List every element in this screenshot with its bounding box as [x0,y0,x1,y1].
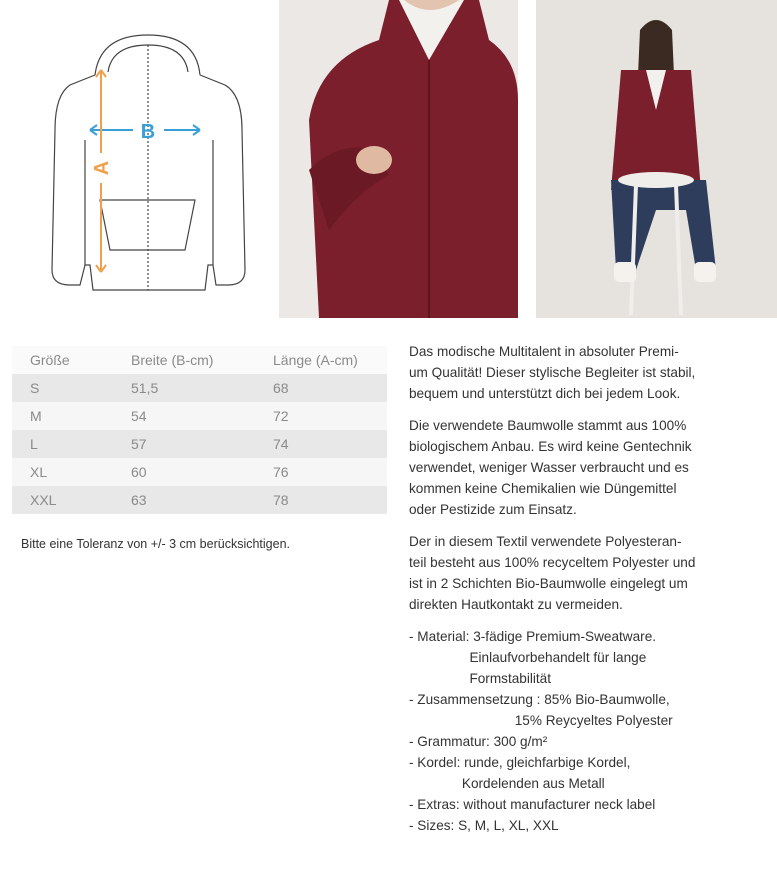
text-line: um Qualität! Dieser stylische Begleiter ist stabil, [409,365,696,380]
spec-item: - Material: 3-fädige Premium-Sweatware. [409,629,657,644]
spec-item: - Zusammensetzung : 85% Bio-Baumwolle, [409,692,670,707]
header-length: Länge (A-cm) [255,346,387,374]
cell-width: 51,5 [113,374,255,402]
cell-length: 74 [255,430,387,458]
text-line: Die verwendete Baumwolle stammt aus 100% [409,418,687,433]
label-b: B [140,121,156,143]
cell-length: 72 [255,402,387,430]
table-header-row [12,346,387,374]
spec-item: 15% Reycyeltes Polyester [409,713,673,728]
text-line: Der in diesem Textil verwendete Polyesteran- [409,534,682,549]
description-paragraph-3 [409,531,769,615]
text-line: bequem und unterstützt dich bei jedem Look. [409,386,681,401]
text-line: Das modische Multitalent in absoluter Premi- [409,344,679,359]
text-line: kommen keine Chemikalien wie Düngemittel [409,481,677,496]
table-row [12,430,387,458]
cell-size: M [12,402,113,430]
cell-length: 68 [255,374,387,402]
table-row [12,374,387,402]
table-row [12,458,387,486]
table-row [12,402,387,430]
cell-width: 60 [113,458,255,486]
spec-item: - Extras: without manufacturer neck label [409,797,656,812]
tolerance-note: Bitte eine Toleranz von +/- 3 cm berücksichtigen. [21,537,291,551]
size-section [12,346,387,553]
spec-list [409,626,769,836]
cell-size: L [12,430,113,458]
cell-length: 78 [255,486,387,514]
table-row [12,486,387,514]
text-line: verwendet, weniger Wasser verbraucht und es [409,460,689,475]
spec-item: - Grammatur: 300 g/m² [409,734,548,749]
description-column [409,341,769,847]
spec-item: - Sizes: S, M, L, XL, XXL [409,818,559,833]
size-table [12,346,387,514]
cell-size: XL [12,458,113,486]
label-a: A [91,160,113,176]
text-line: oder Pestizide zum Einsatz. [409,502,577,517]
spec-item: Formstabilität [409,671,552,686]
cell-width: 57 [113,430,255,458]
spec-item: - Kordel: runde, gleichfarbige Kordel, [409,755,631,770]
cell-width: 63 [113,486,255,514]
hoodie-closeup-photo [279,0,518,318]
model-photo [536,0,777,318]
header-width: Breite (B-cm) [113,346,255,374]
cell-size: XXL [12,486,113,514]
text-line: ist in 2 Schichten Bio-Baumwolle eingelegt um [409,576,688,591]
spec-item: Einlaufvorbehandelt für lange [409,650,647,665]
header-size: Größe [12,346,113,374]
cell-width: 54 [113,402,255,430]
description-paragraph-1 [409,341,769,404]
text-line: direkten Hautkontakt zu vermeiden. [409,597,623,612]
description-paragraph-2 [409,415,769,520]
spec-item: Kordelenden aus Metall [409,776,605,791]
size-diagram [0,0,270,320]
text-line: teil besteht aus 100% recyceltem Polyester und [409,555,696,570]
cell-length: 76 [255,458,387,486]
cell-size: S [12,374,113,402]
text-line: biologischem Anbau. Es wird keine Gentechnik [409,439,692,454]
